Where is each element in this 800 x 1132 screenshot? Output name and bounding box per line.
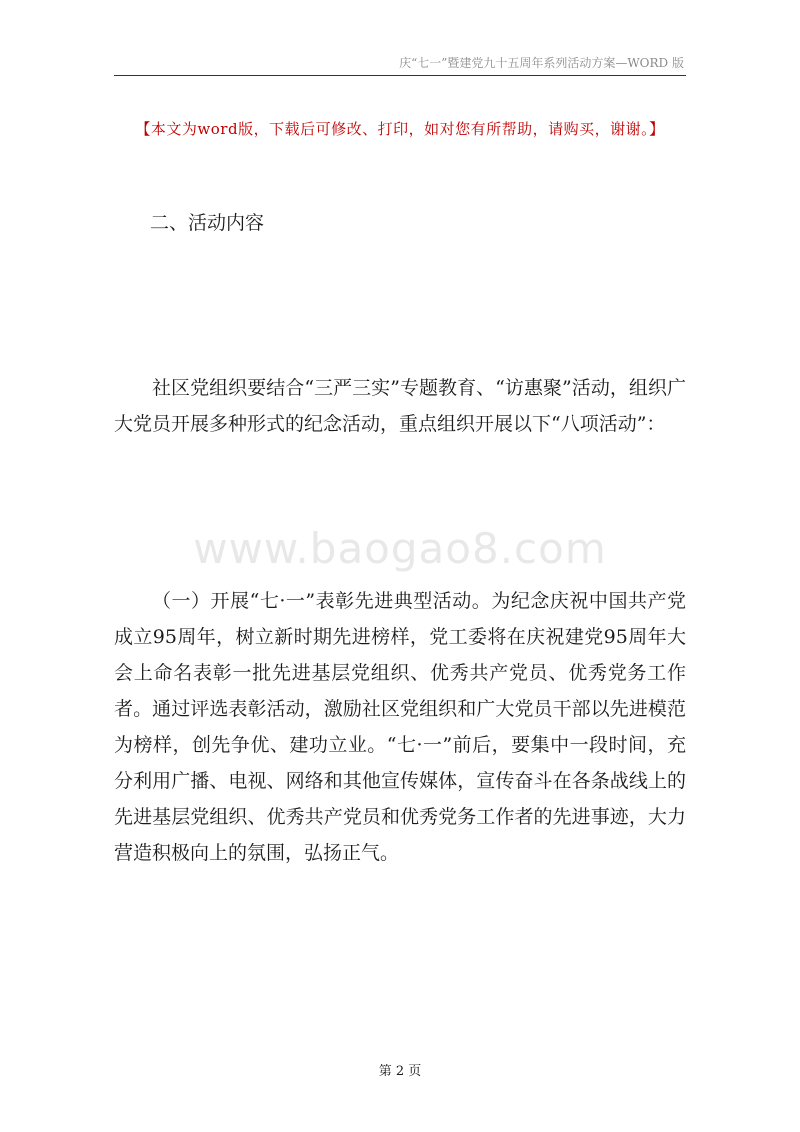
purchase-notice: 【本文为word版，下载后可修改、打印，如对您有所帮助，请购买，谢谢。】 xyxy=(135,120,665,138)
running-header: 庆“七一”暨建党九十五周年系列活动方案—WORD 版 xyxy=(399,56,684,70)
watermark: www.baogao8.com xyxy=(193,524,607,573)
section-heading: 二、活动内容 xyxy=(150,212,265,234)
header-divider xyxy=(114,75,686,76)
paragraph-activity-one: （一）开展“七·一”表彰先进典型活动。为纪念庆祝中国共产党成立95周年，树立新时期先进榜样，党工委将在庆祝建党95周年大会上命名表彰一批先进基层党组织、优秀共产党员、优秀党务工作者。通过评选表彰活动，激励社区党组织和广大党员干部以先进模范为榜样，创先争优、建功立业。“七·一”前后，要集中一段时间，充分利用广播、电视、网络和其他宣传媒体，宣传奋斗在各条战线上的先进基层党组织、优秀共产党员和优秀党务工作者的先进事迹，大力营造积极向上的氛围，弘扬正气。 xyxy=(114,590,686,864)
paragraph-intro: 社区党组织要结合“三严三实”专题教育、“访惠聚”活动，组织广大党员开展多种形式的纪念活动，重点组织开展以下“八项活动”： xyxy=(114,377,686,435)
page-number: 第 2 页 xyxy=(378,1064,422,1079)
